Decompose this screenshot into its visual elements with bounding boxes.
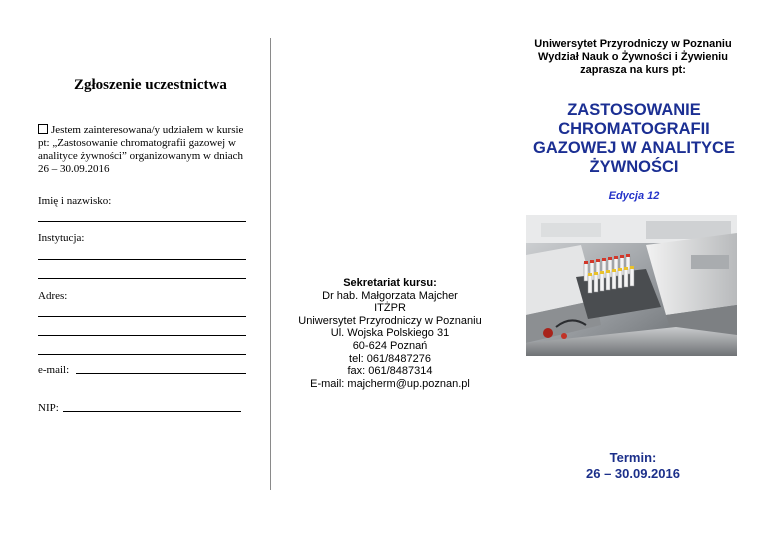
secretariat-line: fax: 061/8487314: [347, 365, 433, 378]
term-label: Termin:: [609, 450, 657, 465]
secretariat-title: Sekretariat kursu:: [343, 277, 437, 289]
laboratory-photo: [526, 215, 737, 356]
edition-label: Edycja 12: [608, 190, 660, 202]
consent-checkbox[interactable]: [38, 124, 48, 134]
course-title-line: ŻYWNOŚCI: [589, 158, 679, 176]
email-label: e-mail:: [38, 364, 70, 376]
term-block: [525, 450, 741, 482]
faculty-name: Wydział Nauk o Żywności i Żywieniu: [538, 51, 728, 63]
address-line-2[interactable]: [38, 335, 246, 336]
address-line-3[interactable]: [38, 354, 246, 355]
secretariat-line: Uniwersytet Przyrodniczy w Poznaniu: [298, 314, 482, 327]
consent-text: Jestem zainteresowana/y udziałem w kursie pt: „Zastosowanie chromatografii gazowej w analityce żywności” organizowanym w dniach 26 – 30.09.2016: [38, 124, 244, 175]
institution-label: Instytucja:: [38, 232, 85, 244]
course-title: [520, 101, 748, 177]
secretariat-line: 60-624 Poznań: [352, 339, 428, 352]
address-label: Adres:: [38, 290, 68, 302]
course-title-line: GAZOWEJ W ANALITYCE: [533, 139, 735, 157]
name-label: Imię i nazwisko:: [38, 195, 112, 207]
name-line[interactable]: [38, 221, 246, 222]
university-header: [525, 38, 741, 77]
secretariat-line: ITŻPR: [374, 302, 406, 315]
secretariat-line: Ul. Wojska Polskiego 31: [330, 327, 450, 340]
secretariat-email: E-mail: majcherm@up.poznan.pl: [310, 377, 470, 390]
email-line[interactable]: [76, 373, 246, 374]
fold-divider: [270, 38, 271, 490]
nip-line[interactable]: [63, 411, 241, 412]
university-name: Uniwersytet Przyrodniczy w Poznaniu: [534, 38, 732, 50]
secretariat-line: Dr hab. Małgorzata Majcher: [322, 289, 458, 302]
institution-line-1[interactable]: [38, 259, 246, 260]
invitation-text: zaprasza na kurs pt:: [580, 64, 686, 76]
secretariat-block: [280, 277, 500, 390]
course-title-line: CHROMATOGRAFII: [558, 120, 710, 138]
nip-label: NIP:: [38, 402, 59, 414]
consent-checkbox-row: [38, 124, 253, 176]
course-title-line: ZASTOSOWANIE: [567, 101, 701, 119]
institution-line-2[interactable]: [38, 278, 246, 279]
form-title: Zgłoszenie uczestnictwa: [74, 77, 227, 93]
secretariat-line: tel: 061/8487276: [349, 352, 431, 365]
address-line-1[interactable]: [38, 316, 246, 317]
term-dates: 26 – 30.09.2016: [586, 466, 680, 481]
